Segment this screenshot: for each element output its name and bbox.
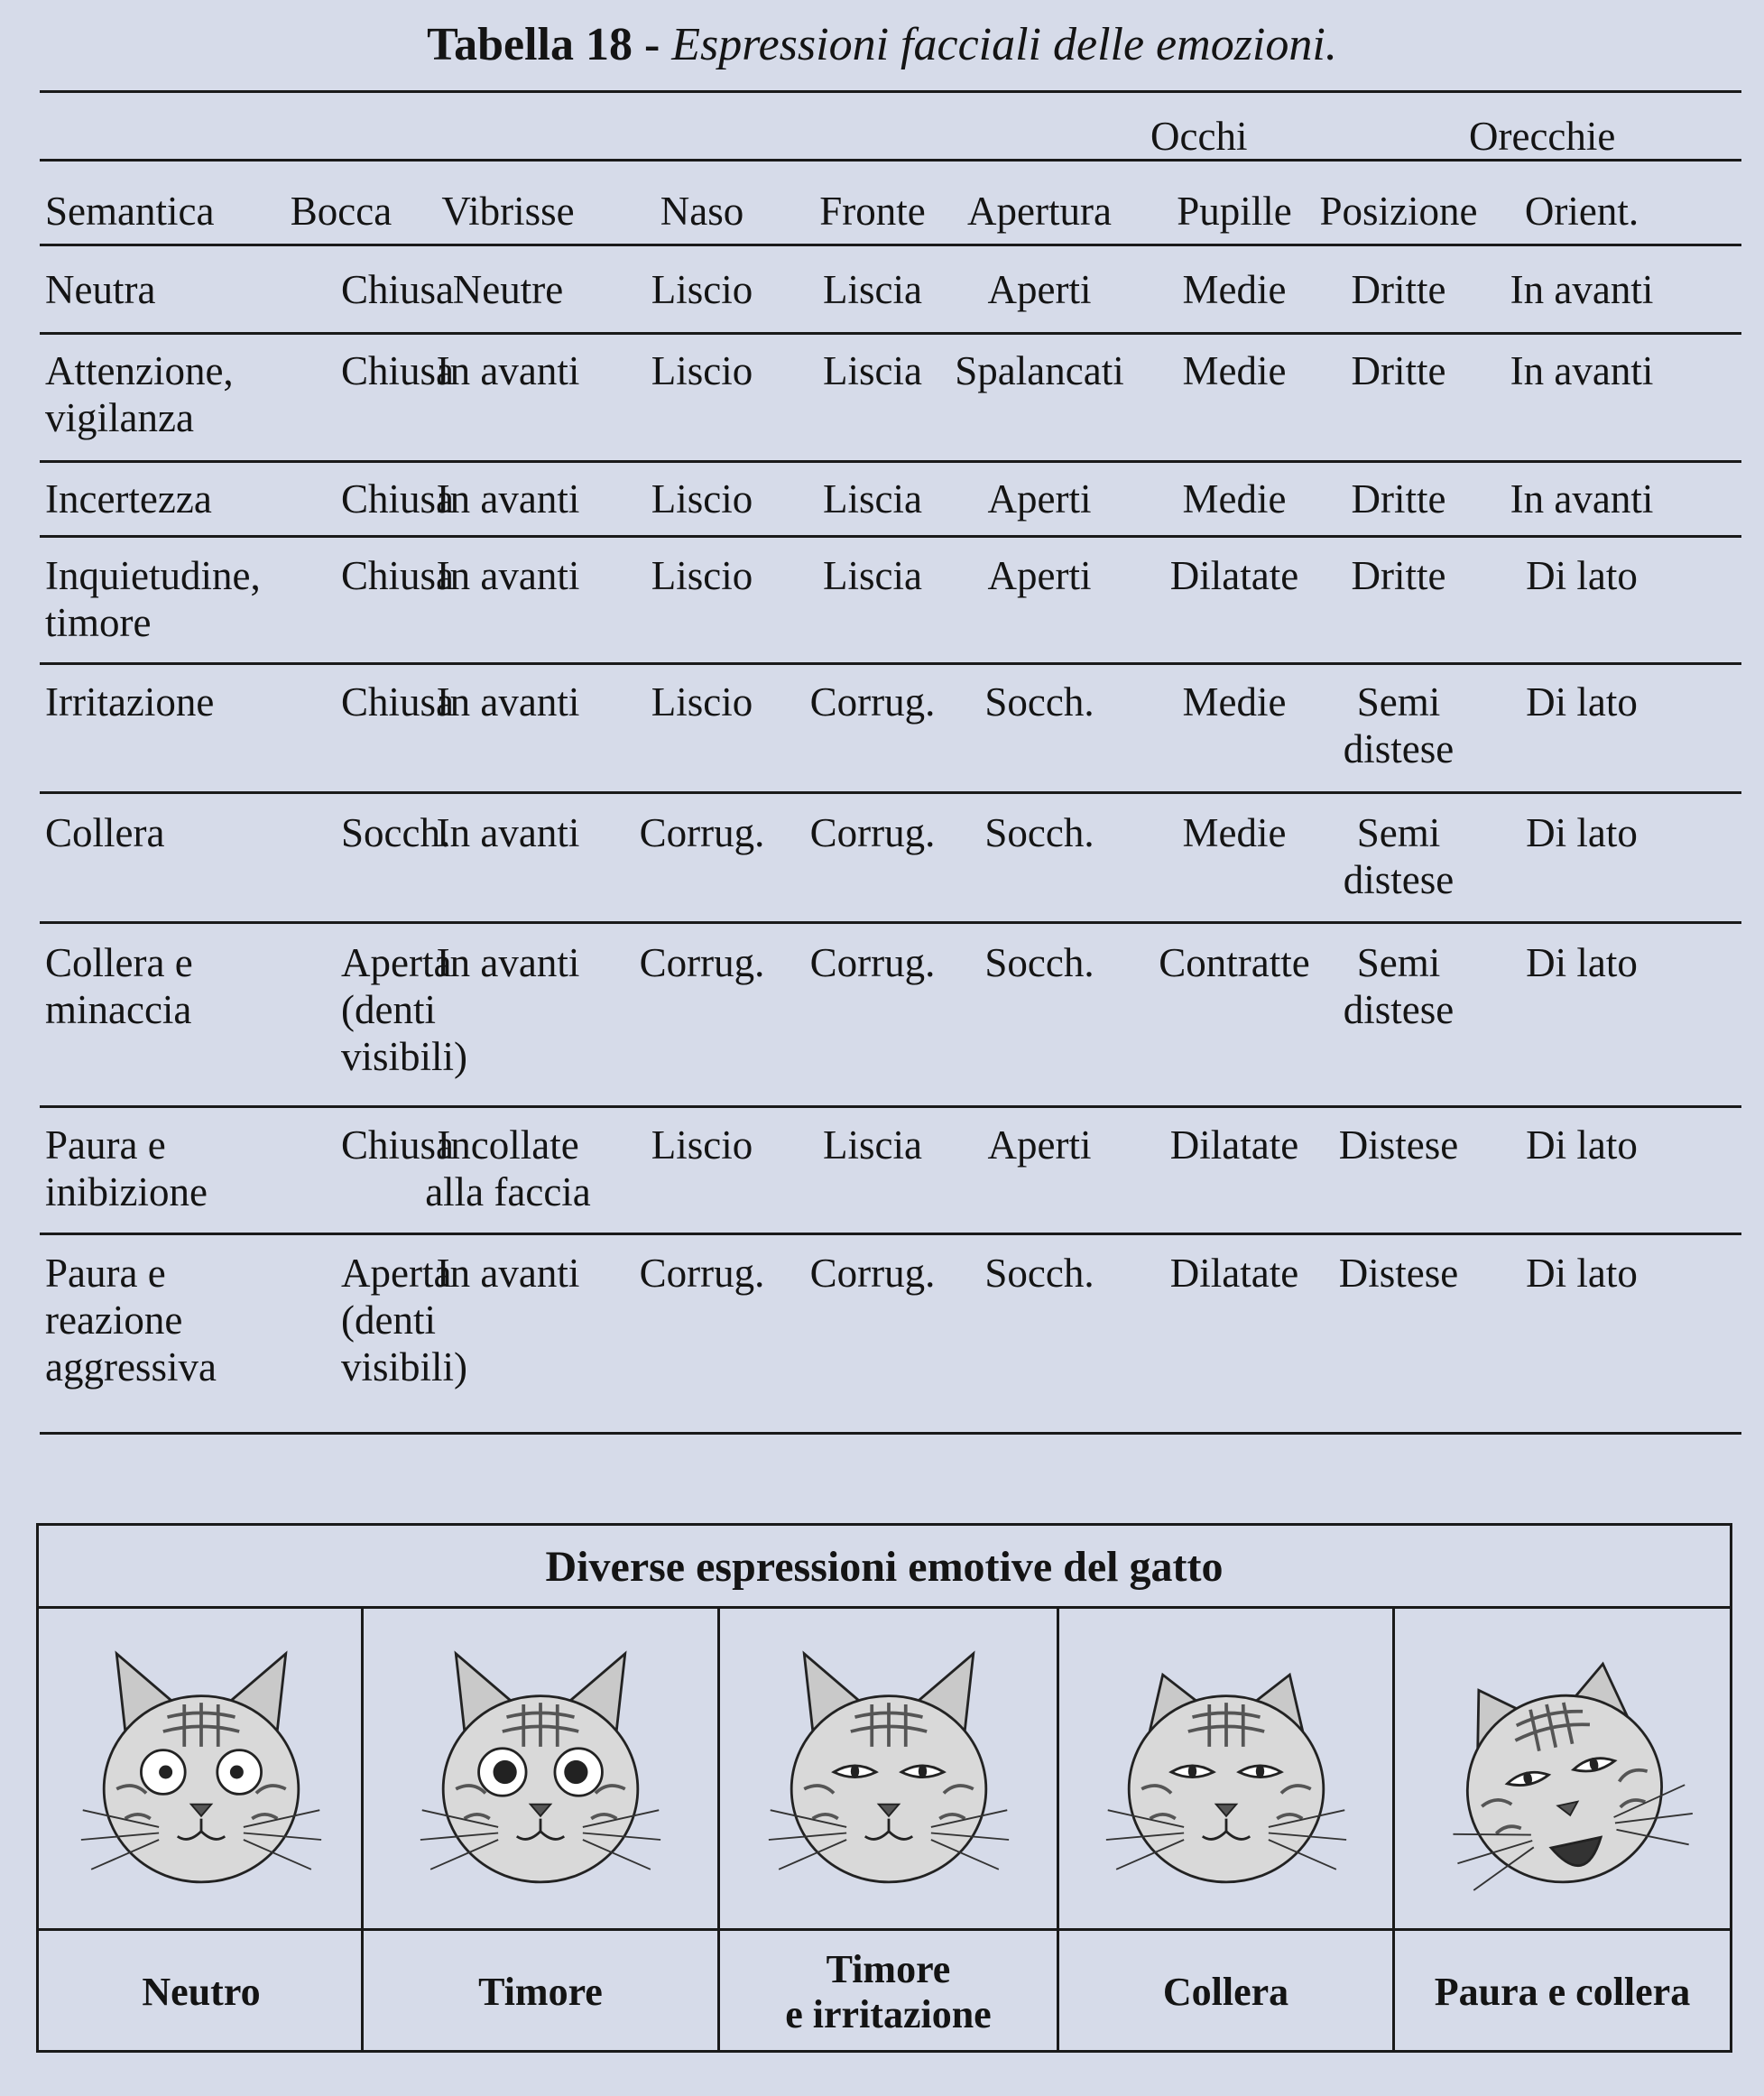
cell-line: In avanti	[1510, 348, 1654, 393]
cell-posizione	[1313, 476, 1484, 522]
cell-line: Neutre	[452, 267, 564, 312]
cell-line: Aperta	[341, 1251, 452, 1296]
cell-line: Liscio	[651, 348, 753, 393]
cell-naso	[634, 939, 770, 986]
cell-line: Distese	[1338, 1251, 1459, 1296]
figure-caption	[720, 1931, 1057, 2053]
cell-line: distese	[1343, 987, 1455, 1032]
table-row-rule	[40, 460, 1741, 463]
cell-line: Aperti	[987, 553, 1092, 598]
cell-posizione	[1313, 347, 1484, 394]
cell-orient	[1496, 476, 1667, 522]
cell-pupille	[1158, 552, 1311, 599]
cell-pupille	[1158, 809, 1311, 856]
cell-semantica	[45, 1122, 208, 1215]
cell-apertura	[949, 552, 1130, 599]
cat-collera-illustration	[1059, 1623, 1392, 1921]
cell-semantica	[45, 266, 155, 313]
cell-line: (denti	[341, 1297, 436, 1343]
table-row-rule	[40, 535, 1741, 538]
cell-vibrisse	[418, 347, 598, 394]
cell-line: Socch.	[341, 810, 451, 855]
figure-title: Diverse espressioni emotive del gatto	[39, 1526, 1730, 1609]
cat-neutro-illustration	[42, 1623, 361, 1921]
cell-line: visibili)	[341, 1344, 468, 1390]
cell-line: Dritte	[1351, 267, 1446, 312]
cell-posizione	[1313, 939, 1484, 1033]
cell-line: (denti	[341, 987, 436, 1032]
caption-line: Timore	[826, 1946, 951, 1991]
table-title	[0, 18, 1764, 71]
cell-naso	[634, 476, 770, 522]
cell-posizione	[1313, 1250, 1484, 1297]
cell-line: Di lato	[1526, 810, 1638, 855]
cell-line: Chiusa	[341, 348, 455, 393]
cell-line: Chiusa	[341, 267, 455, 312]
cell-fronte	[787, 266, 958, 313]
cell-line: Liscio	[651, 679, 753, 725]
cell-semantica	[45, 347, 234, 441]
cell-line: Paura e	[45, 1251, 166, 1296]
cell-line: Liscio	[651, 267, 753, 312]
cell-apertura	[949, 266, 1130, 313]
column-header-apertura: Apertura	[967, 189, 1112, 234]
cell-line: Socch.	[984, 940, 1094, 985]
cell-posizione	[1313, 1122, 1484, 1168]
cell-line: Di lato	[1526, 1122, 1638, 1168]
cell-orient	[1496, 347, 1667, 394]
cell-line: Semi	[1356, 940, 1441, 985]
cell-line: reazione	[45, 1297, 183, 1343]
cell-line: Inquietudine,	[45, 553, 261, 598]
cell-line: Corrug.	[809, 679, 936, 725]
cell-fronte	[787, 939, 958, 986]
cell-line: In avanti	[436, 348, 580, 393]
table-title-text: Espressioni facciali delle emozioni.	[671, 19, 1337, 70]
cell-line: Distese	[1338, 1122, 1459, 1168]
cell-semantica	[45, 679, 214, 725]
cell-posizione	[1313, 679, 1484, 772]
cell-fronte	[787, 476, 958, 522]
cell-line: Liscio	[651, 476, 753, 522]
cell-pupille	[1158, 347, 1311, 394]
cell-apertura	[949, 809, 1130, 856]
cell-vibrisse	[418, 1122, 598, 1215]
cell-line: Collera e	[45, 940, 193, 985]
cell-pupille	[1158, 266, 1311, 313]
cell-line: Dritte	[1351, 476, 1446, 522]
cell-line: Aperti	[987, 267, 1092, 312]
cell-line: In avanti	[436, 476, 580, 522]
table-row-rule	[40, 1105, 1741, 1108]
cell-line: Socch.	[984, 1251, 1094, 1296]
figure-caption	[364, 1931, 717, 2053]
cell-line: Incollate	[437, 1122, 579, 1168]
cell-line: distese	[1343, 726, 1455, 771]
cell-line: Medie	[1182, 476, 1287, 522]
cell-line: In avanti	[436, 679, 580, 725]
cell-fronte	[787, 347, 958, 394]
column-header-orient: Orient.	[1524, 189, 1639, 234]
cell-line: In avanti	[1510, 476, 1654, 522]
cell-naso	[634, 347, 770, 394]
cell-line: Di lato	[1526, 553, 1638, 598]
cell-pupille	[1158, 939, 1311, 986]
cell-line: Semi	[1356, 810, 1441, 855]
column-header-posizione: Posizione	[1319, 189, 1478, 234]
cell-naso	[634, 1250, 770, 1297]
table-title-number: Tabella 18 -	[427, 19, 672, 70]
table-rule-top	[40, 90, 1741, 93]
cell-line: Attenzione,	[45, 348, 234, 393]
cell-semantica	[45, 476, 212, 522]
cell-line: inibizione	[45, 1169, 208, 1214]
cell-pupille	[1158, 1122, 1311, 1168]
table-row-rule	[40, 332, 1741, 335]
cell-line: Corrug.	[639, 940, 765, 985]
cell-vibrisse	[418, 809, 598, 856]
caption-line: Neutro	[142, 1969, 261, 2014]
cell-line: In avanti	[436, 810, 580, 855]
cell-apertura	[949, 347, 1130, 394]
cell-line: Liscia	[823, 348, 922, 393]
cell-vibrisse	[418, 679, 598, 725]
cell-line: Corrug.	[639, 1251, 765, 1296]
cell-line: Corrug.	[809, 1251, 936, 1296]
cell-line: Socch.	[984, 679, 1094, 725]
column-header-naso: Naso	[660, 189, 744, 234]
cell-line: Dilatate	[1169, 1122, 1299, 1168]
cell-line: Corrug.	[809, 810, 936, 855]
cell-orient	[1496, 552, 1667, 599]
cell-line: visibili)	[341, 1034, 468, 1079]
cell-line: vigilanza	[45, 395, 194, 440]
cell-line: Chiusa	[341, 1122, 455, 1168]
column-header-fronte: Fronte	[819, 189, 926, 234]
caption-line: Collera	[1162, 1969, 1289, 2014]
cell-line: In avanti	[436, 1251, 580, 1296]
caption-line: e irritazione	[785, 1991, 992, 2036]
cell-line: In avanti	[436, 940, 580, 985]
cell-line: Medie	[1182, 348, 1287, 393]
cell-orient	[1496, 266, 1667, 313]
cell-apertura	[949, 1250, 1130, 1297]
cell-posizione	[1313, 266, 1484, 313]
cell-line: In avanti	[436, 553, 580, 598]
cell-line: Liscia	[823, 553, 922, 598]
cell-apertura	[949, 476, 1130, 522]
cell-apertura	[949, 1122, 1130, 1168]
cell-vibrisse	[418, 1250, 598, 1297]
cell-line: Liscia	[823, 267, 922, 312]
cell-line: Neutra	[45, 267, 156, 312]
table-row-rule	[40, 791, 1741, 794]
cell-line: Aperti	[987, 476, 1092, 522]
table-rule-header	[40, 244, 1741, 246]
cell-apertura	[949, 679, 1130, 725]
cell-fronte	[787, 809, 958, 856]
cell-semantica	[45, 1250, 217, 1390]
cell-line: Incertezza	[45, 476, 212, 522]
cell-vibrisse	[418, 476, 598, 522]
cell-line: alla faccia	[425, 1169, 591, 1214]
cell-orient	[1496, 809, 1667, 856]
cell-posizione	[1313, 552, 1484, 599]
cell-orient	[1496, 679, 1667, 725]
cell-fronte	[787, 1250, 958, 1297]
cell-vibrisse	[418, 266, 598, 313]
cat-timore-illustration	[364, 1623, 717, 1921]
cell-line: Medie	[1182, 679, 1287, 725]
cell-orient	[1496, 939, 1667, 986]
table-row-rule	[40, 1432, 1741, 1435]
cell-fronte	[787, 552, 958, 599]
cell-line: Semi	[1356, 679, 1441, 725]
cell-pupille	[1158, 1250, 1311, 1297]
cell-line: Corrug.	[639, 810, 765, 855]
cell-orient	[1496, 1250, 1667, 1297]
cell-line: Liscia	[823, 476, 922, 522]
cell-line: Liscia	[823, 1122, 922, 1168]
cell-orient	[1496, 1122, 1667, 1168]
table-row-rule	[40, 921, 1741, 924]
cell-line: Chiusa	[341, 476, 455, 522]
cat-paura-collera-illustration	[1395, 1623, 1730, 1921]
group-header-orecchie: Orecchie	[1469, 114, 1616, 159]
cell-naso	[634, 1122, 770, 1168]
cell-line: Dritte	[1351, 553, 1446, 598]
cell-line: Dritte	[1351, 348, 1446, 393]
cell-line: Paura e	[45, 1122, 166, 1168]
cat-timore-irritazione-illustration	[720, 1623, 1057, 1921]
caption-line: Timore	[478, 1969, 603, 2014]
cell-line: Chiusa	[341, 553, 455, 598]
cell-line: Di lato	[1526, 1251, 1638, 1296]
cell-pupille	[1158, 476, 1311, 522]
figure-caption	[42, 1931, 361, 2053]
cell-apertura	[949, 939, 1130, 986]
cell-line: Spalancati	[955, 348, 1124, 393]
table-row-rule	[40, 662, 1741, 665]
cell-line: In avanti	[1510, 267, 1654, 312]
cell-posizione	[1313, 809, 1484, 903]
cat-figure	[36, 1523, 1732, 2053]
column-header-semantica: Semantica	[45, 189, 215, 234]
cell-line: Aperti	[987, 1122, 1092, 1168]
cell-naso	[634, 679, 770, 725]
cell-line: Di lato	[1526, 679, 1638, 725]
cell-vibrisse	[418, 552, 598, 599]
cell-naso	[634, 266, 770, 313]
cell-semantica	[45, 552, 261, 646]
cell-line: Chiusa	[341, 679, 455, 725]
cell-naso	[634, 552, 770, 599]
cell-line: Medie	[1182, 267, 1287, 312]
cell-line: Aperta	[341, 940, 452, 985]
figure-caption	[1395, 1931, 1730, 2053]
cell-line: minaccia	[45, 987, 192, 1032]
cell-line: Medie	[1182, 810, 1287, 855]
cell-line: Contratte	[1159, 940, 1310, 985]
cell-line: Liscio	[651, 553, 753, 598]
column-header-vibrisse: Vibrisse	[441, 189, 575, 234]
cell-semantica	[45, 809, 164, 856]
figure-caption	[1059, 1931, 1392, 2053]
cell-line: Corrug.	[809, 940, 936, 985]
cell-line: timore	[45, 600, 152, 645]
cell-line: Dilatate	[1169, 553, 1299, 598]
column-header-bocca: Bocca	[290, 189, 393, 234]
cell-line: Liscio	[651, 1122, 753, 1168]
cell-naso	[634, 809, 770, 856]
cell-line: Dilatate	[1169, 1251, 1299, 1296]
cell-fronte	[787, 679, 958, 725]
cell-fronte	[787, 1122, 958, 1168]
column-header-pupille: Pupille	[1177, 189, 1292, 234]
cell-pupille	[1158, 679, 1311, 725]
cell-line: Irritazione	[45, 679, 215, 725]
caption-line: Paura e collera	[1434, 1969, 1691, 2014]
cell-line: Collera	[45, 810, 165, 855]
cell-line: Socch.	[984, 810, 1094, 855]
cell-line: aggressiva	[45, 1344, 217, 1390]
table-row-rule	[40, 1233, 1741, 1235]
group-header-occhi: Occhi	[1150, 114, 1248, 159]
cell-line: distese	[1343, 857, 1455, 902]
cell-semantica	[45, 939, 193, 1033]
cell-line: Di lato	[1526, 940, 1638, 985]
cell-vibrisse	[418, 939, 598, 986]
